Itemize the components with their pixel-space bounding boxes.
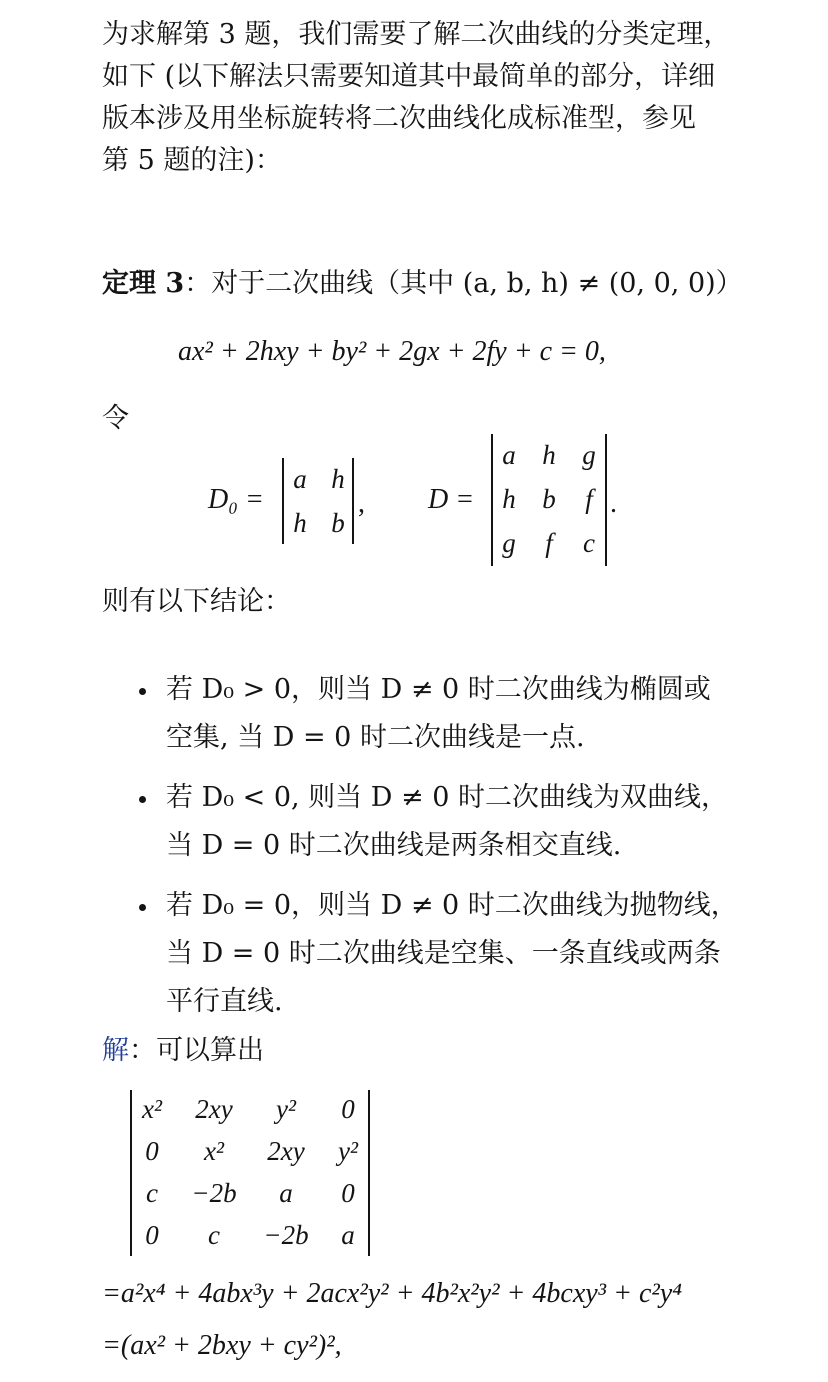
matrix-cell: h bbox=[542, 440, 556, 470]
intro-line: 如下 (以下解法只需要知道其中最简单的部分，详细 bbox=[102, 61, 716, 92]
matrix-cell: y² bbox=[337, 1136, 359, 1166]
matrix-cell: g bbox=[502, 528, 516, 558]
d-label: D = bbox=[428, 484, 475, 515]
intro-line: 版本涉及用坐标旋转将二次曲线化成标准型，参见 bbox=[102, 103, 696, 134]
matrix-cell: a bbox=[279, 1178, 293, 1208]
matrix-cell: f bbox=[585, 484, 593, 514]
let-word: 令 bbox=[102, 403, 129, 434]
matrix-cell: y² bbox=[275, 1094, 297, 1124]
matrix-cell: x² bbox=[141, 1094, 163, 1124]
matrix-cell: a bbox=[341, 1220, 355, 1250]
matrix-cell: h bbox=[502, 484, 516, 514]
matrix-cell: 2xy bbox=[267, 1136, 305, 1166]
theorem-colon: ： bbox=[184, 268, 212, 299]
matrix-cell: x² bbox=[203, 1136, 225, 1166]
solution-determinant bbox=[130, 1090, 370, 1256]
matrix-cell: −2b bbox=[191, 1178, 237, 1208]
matrix-cell: b bbox=[331, 508, 345, 538]
conclusion-intro: 则有以下结论： bbox=[102, 586, 291, 617]
list-item-line: 当 D = 0 时二次曲线是两条相交直线. bbox=[166, 830, 622, 861]
intro-paragraph bbox=[102, 14, 742, 182]
theorem-label: 定理 3 bbox=[102, 268, 185, 299]
list-item-line: 平行直线. bbox=[166, 986, 283, 1017]
d-tail: . bbox=[610, 488, 617, 519]
bullet-icon bbox=[139, 796, 146, 803]
list-item bbox=[166, 774, 766, 870]
matrix-cell: h bbox=[331, 464, 345, 494]
matrix-cell: 0 bbox=[145, 1136, 159, 1166]
list-item bbox=[166, 666, 766, 762]
matrix-cell: 0 bbox=[341, 1178, 355, 1208]
list-item-line: 若 D₀ > 0，则当 D ≠ 0 时二次曲线为椭圆或 bbox=[166, 674, 711, 705]
theorem-text: 对于二次曲线（其中 (a, b, h) ≠ (0, 0, 0)） bbox=[211, 268, 743, 299]
solution-result-line: =(ax² + 2bxy + cy²)², bbox=[102, 1330, 342, 1361]
d-determinant bbox=[491, 434, 607, 566]
matrix-cell: g bbox=[582, 440, 596, 470]
solution-result-line: =a²x⁴ + 4abx³y + 2acx²y² + 4b²x²y² + 4bcxy³ + c²y⁴ bbox=[102, 1278, 682, 1309]
matrix-cell: b bbox=[542, 484, 556, 514]
intro-line: 第 5 题的注)： bbox=[102, 145, 282, 176]
matrix-cell: c bbox=[208, 1220, 220, 1250]
d0-determinant bbox=[282, 458, 354, 544]
list-item-line: 若 D₀ < 0, 则当 D ≠ 0 时二次曲线为双曲线， bbox=[166, 782, 728, 813]
list-item-line: 当 D = 0 时二次曲线是空集、一条直线或两条 bbox=[166, 938, 721, 969]
intro-line: 为求解第 3 题，我们需要了解二次曲线的分类定理， bbox=[102, 19, 731, 50]
solution-intro bbox=[102, 1030, 742, 1072]
matrix-cell: a bbox=[502, 440, 516, 470]
d0-tail: , bbox=[358, 488, 365, 519]
d0-label: D₀ = bbox=[208, 484, 264, 515]
solution-label: 解 bbox=[102, 1035, 129, 1066]
list-item bbox=[166, 882, 766, 1026]
matrix-cell: c bbox=[583, 528, 595, 558]
bullet-icon bbox=[139, 688, 146, 695]
matrix-cell: f bbox=[545, 528, 553, 558]
matrix-cell: c bbox=[146, 1178, 158, 1208]
bullet-icon bbox=[139, 904, 146, 911]
list-item-line: 空集, 当 D = 0 时二次曲线是一点. bbox=[166, 722, 585, 753]
quadratic-equation: ax² + 2hxy + by² + 2gx + 2fy + c = 0, bbox=[178, 336, 606, 367]
matrix-cell: h bbox=[293, 508, 307, 538]
matrix-cell: −2b bbox=[263, 1220, 309, 1250]
solution-text: ：可以算出 bbox=[129, 1035, 264, 1066]
list-item-line: 若 D₀ = 0，则当 D ≠ 0 时二次曲线为抛物线， bbox=[166, 890, 738, 921]
matrix-cell: 0 bbox=[341, 1094, 355, 1124]
theorem-statement bbox=[102, 263, 762, 305]
matrix-cell: 0 bbox=[145, 1220, 159, 1250]
matrix-cell: 2xy bbox=[195, 1094, 233, 1124]
matrix-cell: a bbox=[293, 464, 307, 494]
